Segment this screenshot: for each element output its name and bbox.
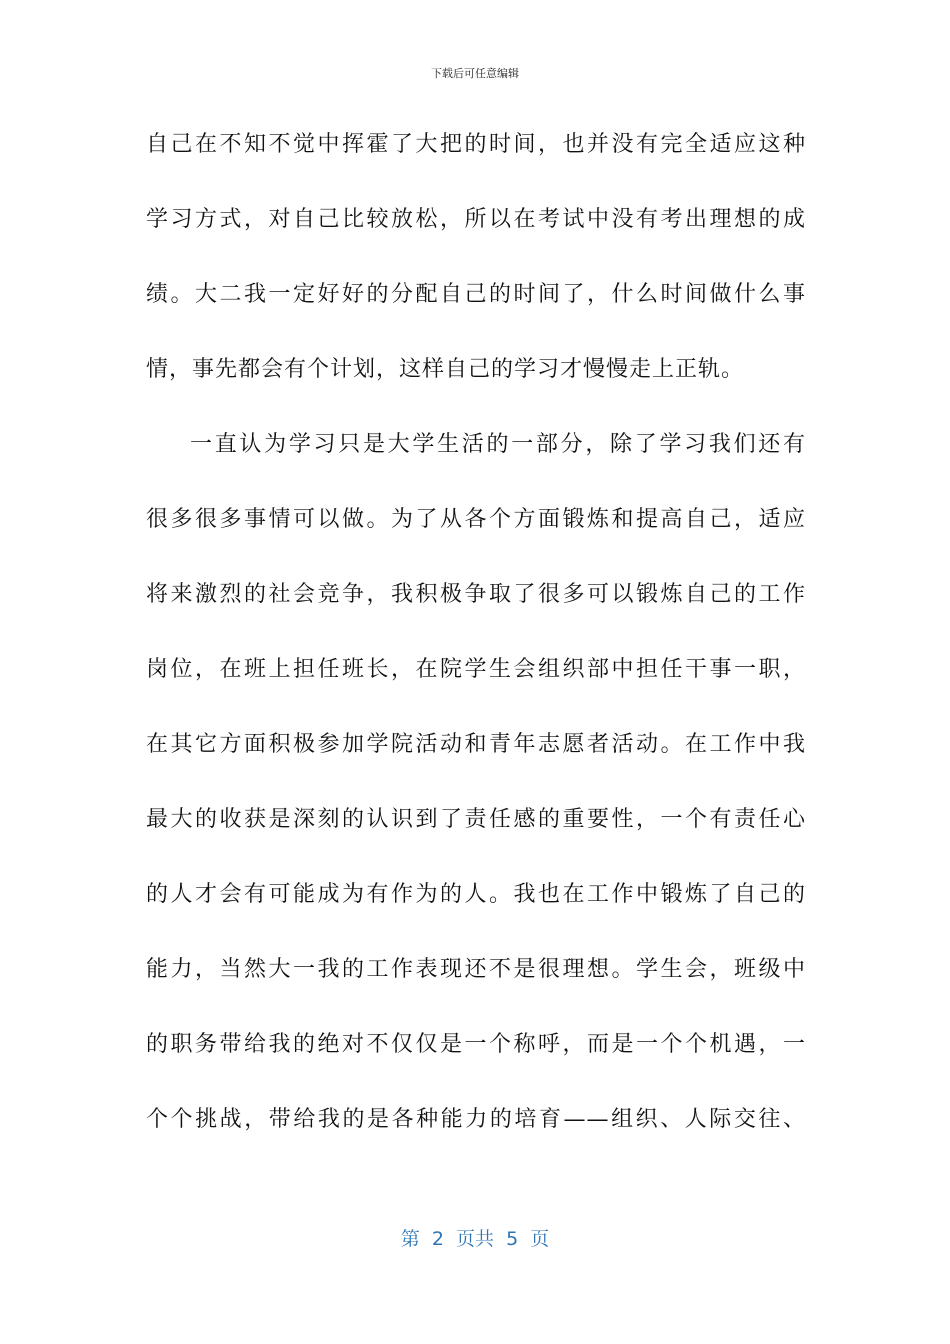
paragraph-line: 的人才会有可能成为有作为的人。我也在工作中锻炼了自己的 (146, 882, 806, 907)
paragraph-line: 将来激烈的社会竞争，我积极争取了很多可以锻炼自己的工作 (146, 582, 806, 607)
page-number-footer: 第 2 页共 5 页 (400, 1228, 550, 1250)
paragraph-line: 自己在不知不觉中挥霍了大把的时间，也并没有完全适应这种 (146, 132, 806, 157)
paragraph-line: 很多很多事情可以做。为了从各个方面锻炼和提高自己，适应 (146, 507, 806, 532)
paragraph-line: 最大的收获是深刻的认识到了责任感的重要性，一个有责任心 (146, 807, 806, 832)
paragraph-line: 绩。大二我一定好好的分配自己的时间了，什么时间做什么事 (146, 282, 806, 307)
page-header: 下载后可任意编辑 (431, 67, 519, 80)
paragraph-line: 一直认为学习只是大学生活的一部分，除了学习我们还有 (190, 432, 806, 457)
paragraph-line: 在其它方面积极参加学院活动和青年志愿者活动。在工作中我 (146, 732, 806, 757)
paragraph-line: 情，事先都会有个计划，这样自己的学习才慢慢走上正轨。 (146, 357, 745, 382)
paragraph-line: 岗位，在班上担任班长，在院学生会组织部中担任干事一职， (146, 657, 806, 682)
paragraph-line: 的职务带给我的绝对不仅仅是一个称呼，而是一个个机遇，一 (146, 1032, 806, 1057)
paragraph-line: 个个挑战，带给我的是各种能力的培育——组织、人际交往、 (146, 1107, 806, 1132)
paragraph-line: 学习方式，对自己比较放松，所以在考试中没有考出理想的成 (146, 207, 806, 232)
paragraph-line: 能力，当然大一我的工作表现还不是很理想。学生会，班级中 (146, 957, 806, 982)
